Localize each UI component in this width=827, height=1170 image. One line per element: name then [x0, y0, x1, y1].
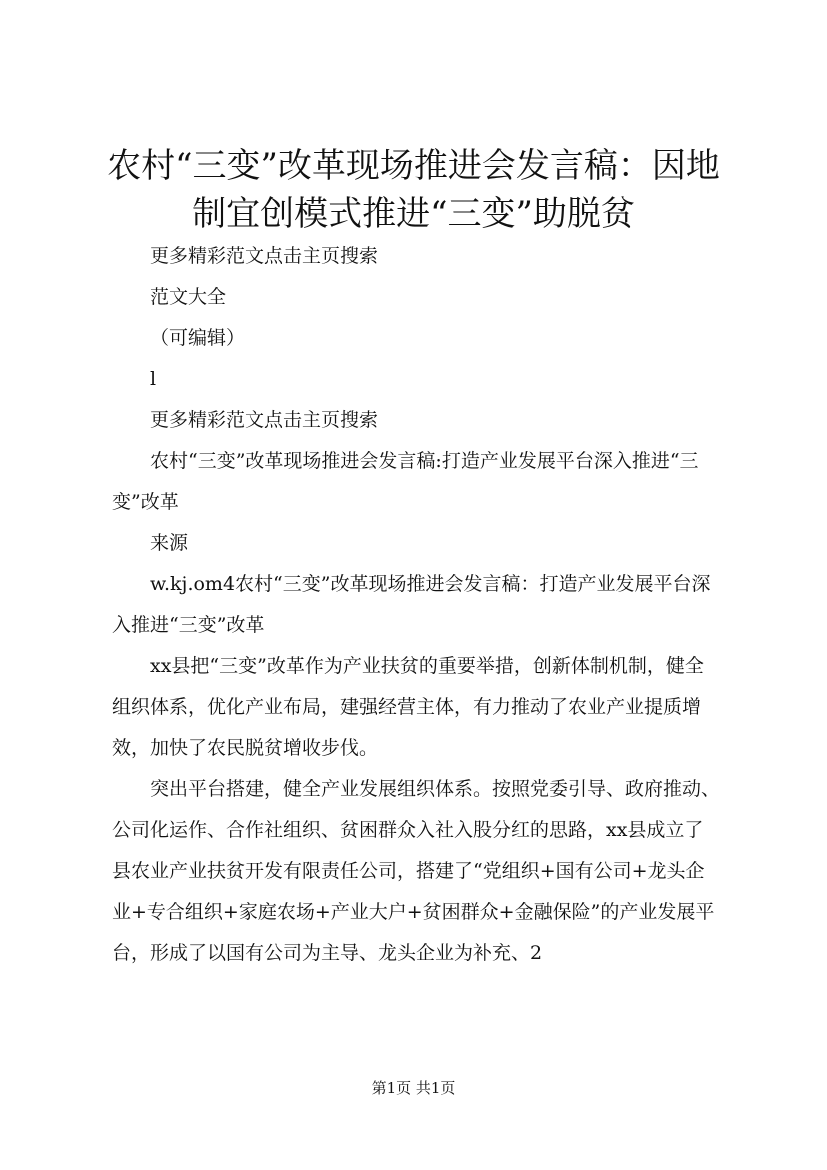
paragraph: 更多精彩范文点击主页搜索	[150, 245, 379, 267]
paragraph: 来源	[150, 532, 189, 554]
paragraph: （可编辑）	[150, 327, 246, 349]
page-footer: 第1页 共1页	[371, 1079, 456, 1097]
paragraph: 更多精彩范文点击主页搜索	[150, 409, 379, 431]
document-title: 农村“三变”改革现场推进会发言稿：因地制宜创模式推进“三变”助脱贫	[107, 146, 720, 234]
paragraph: l	[150, 368, 157, 390]
paragraph: 范文大全	[150, 286, 227, 308]
paragraph: xx县把“三变”改革作为产业扶贫的重要举措，创新体制机制，健全组织体系，优化产业布局，建强经营主体，有力推动了农业产业提质增效，加快了农民脱贫增收步伐。	[112, 655, 704, 759]
paragraph: w.kj.om4农村“三变”改革现场推进会发言稿：打造产业发展平台深入推进“三变”改革	[112, 573, 711, 636]
document-body	[112, 236, 720, 974]
paragraph: 突出平台搭建，健全产业发展组织体系。按照党委引导、政府推动、公司化运作、合作社组织、贫困群众入社入股分红的思路，xx县成立了县农业产业扶贫开发有限责任公司，搭建了“党组织+国有公司+龙头企业+专合组织+家庭农场+产业大户+贫困群众+金融保险”的产业发展平台，形成了以国有公司为主导、龙头企业为补充、2	[112, 778, 721, 964]
paragraph: 农村“三变”改革现场推进会发言稿:打造产业发展平台深入推进“三变”改革	[112, 450, 699, 513]
